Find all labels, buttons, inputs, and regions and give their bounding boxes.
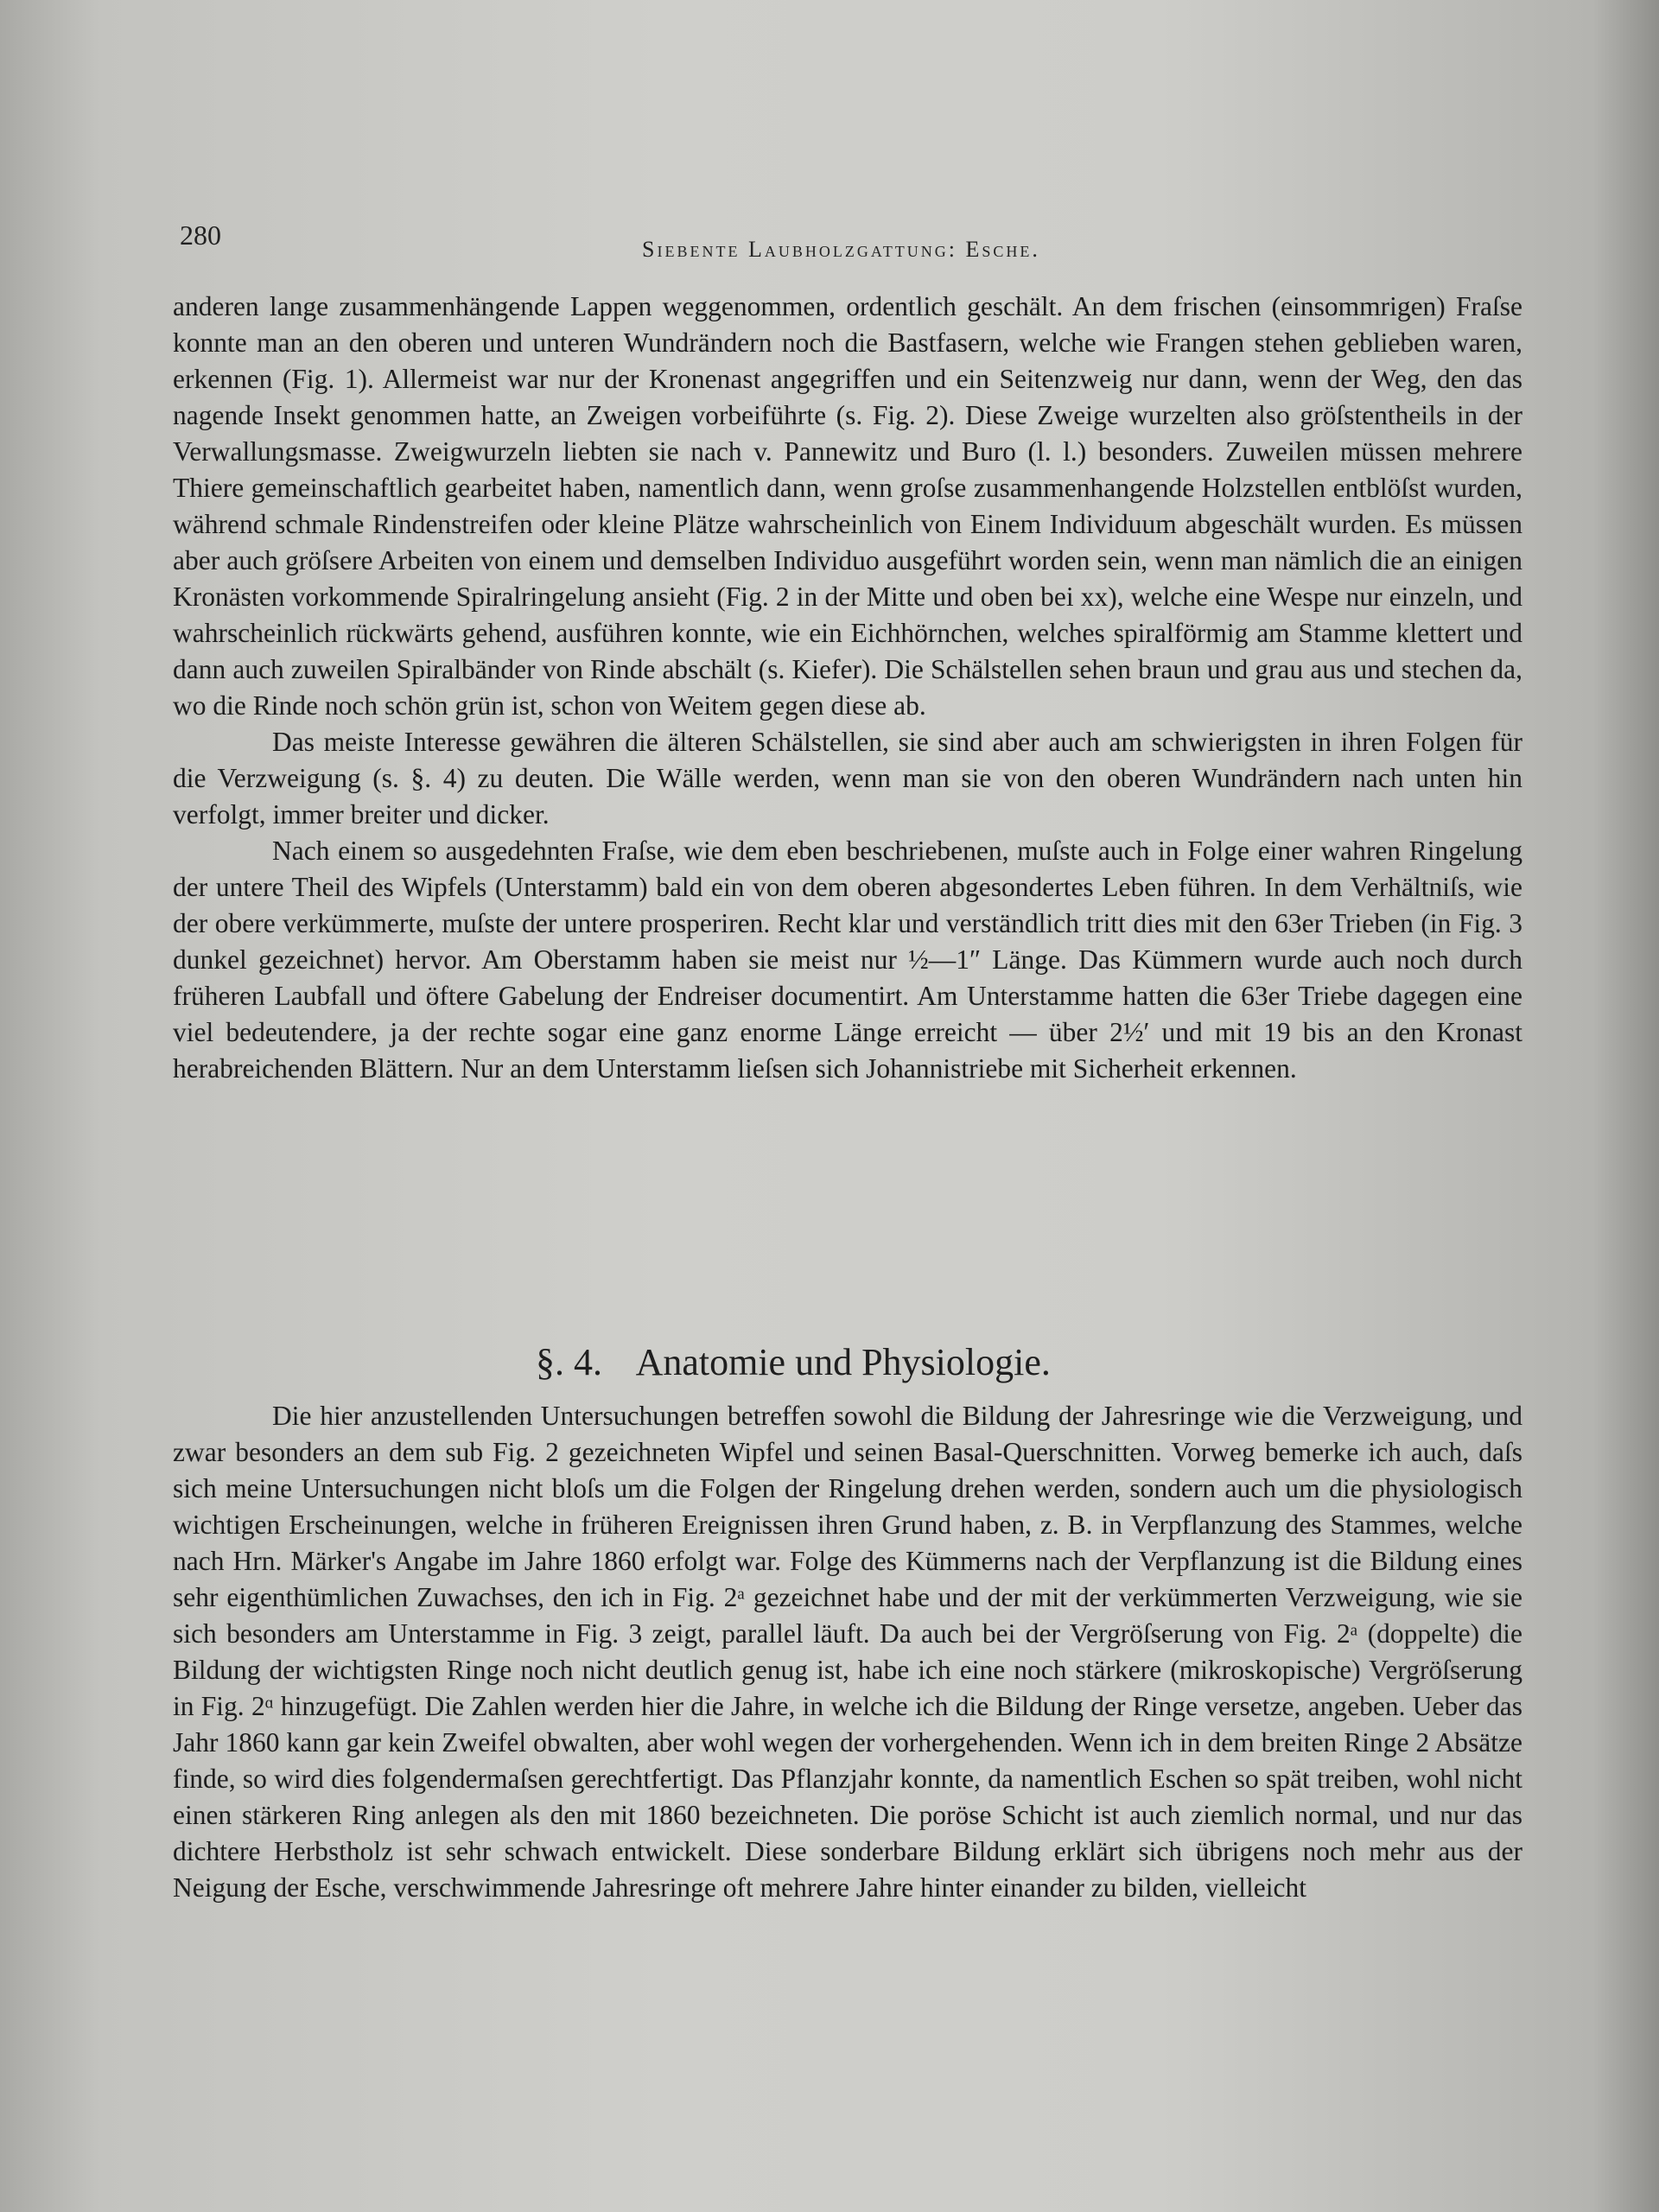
body-text-upper bbox=[173, 289, 1522, 1087]
paragraph: Die hier anzustellenden Untersuchungen betreffen sowohl die Bildung der Jahresringe wie die Verzweigung, und zwar besonders an dem sub Fig. 2 gezeichneten Wipfel und seinen Basal-Querschnitten. Vorweg bemerke ich auch, daſs sich meine Untersuchungen nicht bloſs um die Folgen der Ringelung drehen werden, sondern auch um die physiologisch wichtigen Erscheinungen, welche in früheren Ereignissen ihren Grund haben, z. B. in Verpflanzung des Stammes, welche nach Hrn. Märker's Angabe im Jahre 1860 erfolgt war. Folge des Kümmerns nach der Verpflanzung ist die Bildung eines sehr eigenthümlichen Zuwachses, den ich in Fig. 2ᵃ gezeichnet habe und der mit der verkümmerten Verzweigung, wie sie sich besonders am Unterstamme in Fig. 3 zeigt, parallel läuft. Da auch bei der Vergröſserung von Fig. 2ᵃ (doppelte) die Bildung der wichtigsten Ringe noch nicht deutlich genug ist, habe ich eine noch stärkere (mikroskopische) Vergröſserung in Fig. 2ᵅ hinzugefügt. Die Zahlen werden hier die Jahre, in welche ich die Bildung der Ringe versetze, angeben. Ueber das Jahr 1860 kann gar kein Zweifel obwalten, aber wohl wegen der vorhergehenden. Wenn ich in dem breiten Ringe 2 Absätze finde, so wird dies folgendermaſsen gerechtfertigt. Das Pflanzjahr konnte, da namentlich Eschen so spät treiben, wohl nicht einen stärkeren Ring anlegen als den mit 1860 bezeichneten. Die poröse Schicht ist auch ziemlich normal, und nur das dichtere Herbstholz ist sehr schwach entwickelt. Diese sonderbare Bildung erklärt sich übrigens noch mehr aus der Neigung der Esche, verschwimmende Jahresringe oft mehrere Jahre hinter einander zu bilden, vielleicht bbox=[173, 1401, 1522, 1903]
section-heading bbox=[536, 1339, 1313, 1386]
running-head: Siebente Laubholzgattung: Esche. bbox=[642, 237, 1040, 262]
page-header bbox=[180, 218, 1528, 262]
paragraph: Nach einem so ausgedehnten Fraſse, wie dem eben beschriebenen, muſste auch in Folge einer wahren Ringelung der untere Theil des Wipfels (Unterstamm) bald ein von dem oberen abgesondertes Leben führen. In dem Verhältniſs, wie der obere verkümmerte, muſste der untere prosperiren. Recht klar und verständlich tritt dies mit den 63er Trieben (in Fig. 3 dunkel gezeichnet) hervor. Am Oberstamm haben sie meist nur ½—1″ Länge. Das Kümmern wurde auch noch durch früheren Laubfall und öftere Gabelung der Endreiser documentirt. Am Unterstamme hatten die 63er Triebe dagegen eine viel bedeutendere, ja der rechte sogar eine ganz enorme Länge erreicht — über 2½′ und mit 19 bis an den Kronast herabreichenden Blättern. Nur an dem Unterstamm lieſsen sich Johannistriebe mit Sicherheit erkennen. bbox=[173, 836, 1522, 1084]
paragraph: anderen lange zusammenhängende Lappen weggenommen, ordentlich geschält. An dem frischen (einsommrigen) Fraſse konnte man an den oberen und unteren Wundrändern noch die Bastfasern, welche wie Frangen stehen geblieben waren, erkennen (Fig. 1). Allermeist war nur der Kronenast angegriffen und ein Seitenzweig nur dann, wenn der Weg, den das nagende Insekt genommen hatte, an Zweigen vorbeiführte (s. Fig. 2). Diese Zweige wurzelten also gröſstentheils in der Verwallungsmasse. Zweigwurzeln liebten sie nach v. Pannewitz und Buro (l. l.) besonders. Zuweilen müssen mehrere Thiere gemeinschaftlich gearbeitet haben, namentlich dann, wenn groſse zusammenhangende Holzstellen entblöſst wurden, während schmale Rindenstreifen oder kleine Plätze wahrscheinlich von Einem Individuum abgeschält wurden. Es müssen aber auch gröſsere Arbeiten von einem und demselben Individuo ausgeführt worden sein, wenn man nämlich die an einigen Kronästen vorkommende Spiralringelung ansieht (Fig. 2 in der Mitte und oben bei xx), welche eine Wespe nur einzeln, und wahrscheinlich rückwärts gehend, ausführen konnte, wie ein Eichhörnchen, welches spiralförmig am Stamme klettert und dann auch zuweilen Spiralbänder von Rinde abschält (s. Kiefer). Die Schälstellen sehen braun und grau aus und stechen da, wo die Rinde noch schön grün ist, schon von Weitem gegen diese ab. bbox=[173, 291, 1522, 721]
page-number: 280 bbox=[180, 219, 221, 251]
paragraph: Das meiste Interesse gewähren die älteren Schälstellen, sie sind aber auch am schwierigsten in ihren Folgen für die Verzweigung (s. §. 4) zu deuten. Die Wälle werden, wenn man sie von den oberen Wundrändern nach unten hin verfolgt, immer breiter und dicker. bbox=[173, 727, 1522, 830]
body-text-lower bbox=[173, 1398, 1522, 1906]
section-title: Anatomie und Physiologie. bbox=[635, 1341, 1051, 1383]
section-number: §. 4. bbox=[536, 1341, 602, 1383]
